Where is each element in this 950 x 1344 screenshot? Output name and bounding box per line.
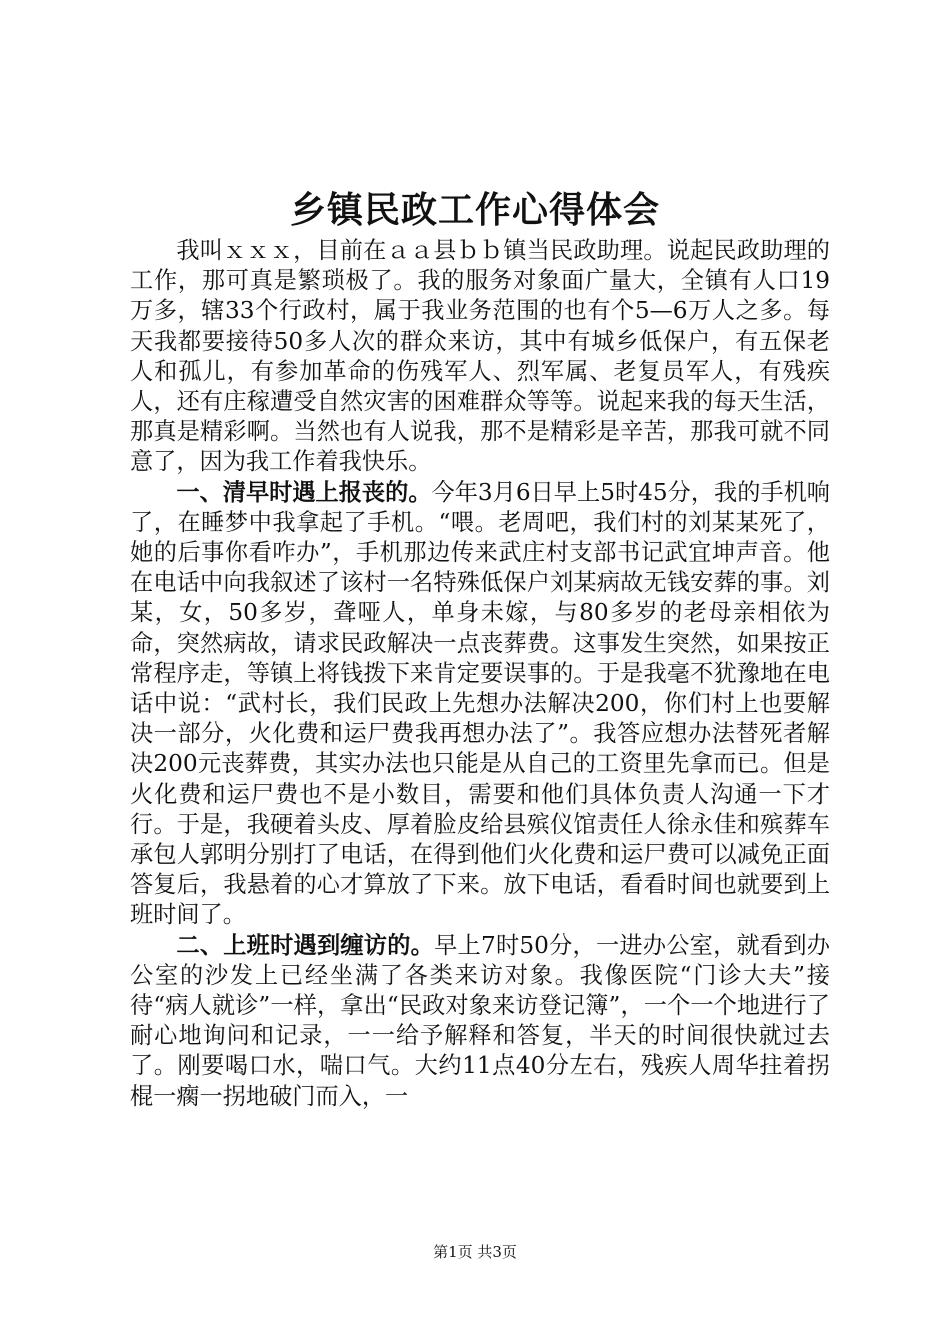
document-body [130,236,830,1112]
paragraph-section-2 [130,931,830,1112]
paragraph-text: 早上7时50分，一进办公室，就看到办公室的沙发上已经坐满了各类来访对象。我像医院“门诊大夫”接待“病人就诊”一样，拿出“民政对象来访登记簿”，一个一个地进行了耐心地询问和记录，一一给予解释和答复，半天的时间很快就过去了。刚要喝口水，喘口气。大约11点40分左右，残疾人周华拄着拐棍一瘸一拐地破门而入，一 [130,931,830,1110]
paragraph-intro [130,236,830,478]
paragraph-section-1 [130,478,830,931]
section-heading: 二、上班时遇到缠访的。 [176,931,435,959]
paragraph-text: 我叫ｘｘｘ，目前在ａａ县ｂｂ镇当民政助理。说起民政助理的工作，那可真是繁琐极了。我的服务对象面广量大，全镇有人口19万多，辖33个行政村，属于我业务范围的也有个5—6万人之多。每天我都要接待50多人次的群众来访，其中有城乡低保户，有五保老人和孤儿，有参加革命的伤残军人、烈军属、老复员军人，有残疾人，还有庄稼遭受自然灾害的困难群众等等。说起来我的每天生活，那真是精彩啊。当然也有人说我，那不是精彩是辛苦，那我可就不同意了，因为我工作着我快乐。 [130,237,830,476]
page-footer: 第1页 共3页 [433,1243,517,1261]
section-heading: 一、清早时遇上报丧的。 [176,478,432,506]
paragraph-text: 今年3月6日早上5时45分，我的手机响了，在睡梦中我拿起了手机。“喂。老周吧，我们村的刘某某死了，她的后事你看咋办”，手机那边传来武庄村支部书记武宜坤声音。他在电话中向我叙述了该村一名特殊低保户刘某病故无钱安葬的事。刘某，女，50多岁，聋哑人，单身未嫁，与80多岁的老母亲相依为命，突然病故，请求民政解决一点丧葬费。这事发生突然，如果按正常程序走，等镇上将钱拨下来肯定要误事的。于是我毫不犹豫地在电话中说：“武村长，我们民政上先想办法解决200，你们村上也要解决一部分，火化费和运尸费我再想办法了”。我答应想办法替死者解决200元丧葬费，其实办法也只能是从自己的工资里先拿而已。但是火化费和运尸费也不是小数目，需要和他们具体负责人沟通一下才行。于是，我硬着头皮、厚着脸皮给县殡仪馆责任人徐永佳和殡葬车承包人郭明分别打了电话，在得到他们火化费和运尸费可以减免正面答复后，我悬着的心才算放了下来。放下电话，看看时间也就要到上班时间了。 [130,478,830,929]
document-title: 乡镇民政工作心得体会 [289,189,660,231]
